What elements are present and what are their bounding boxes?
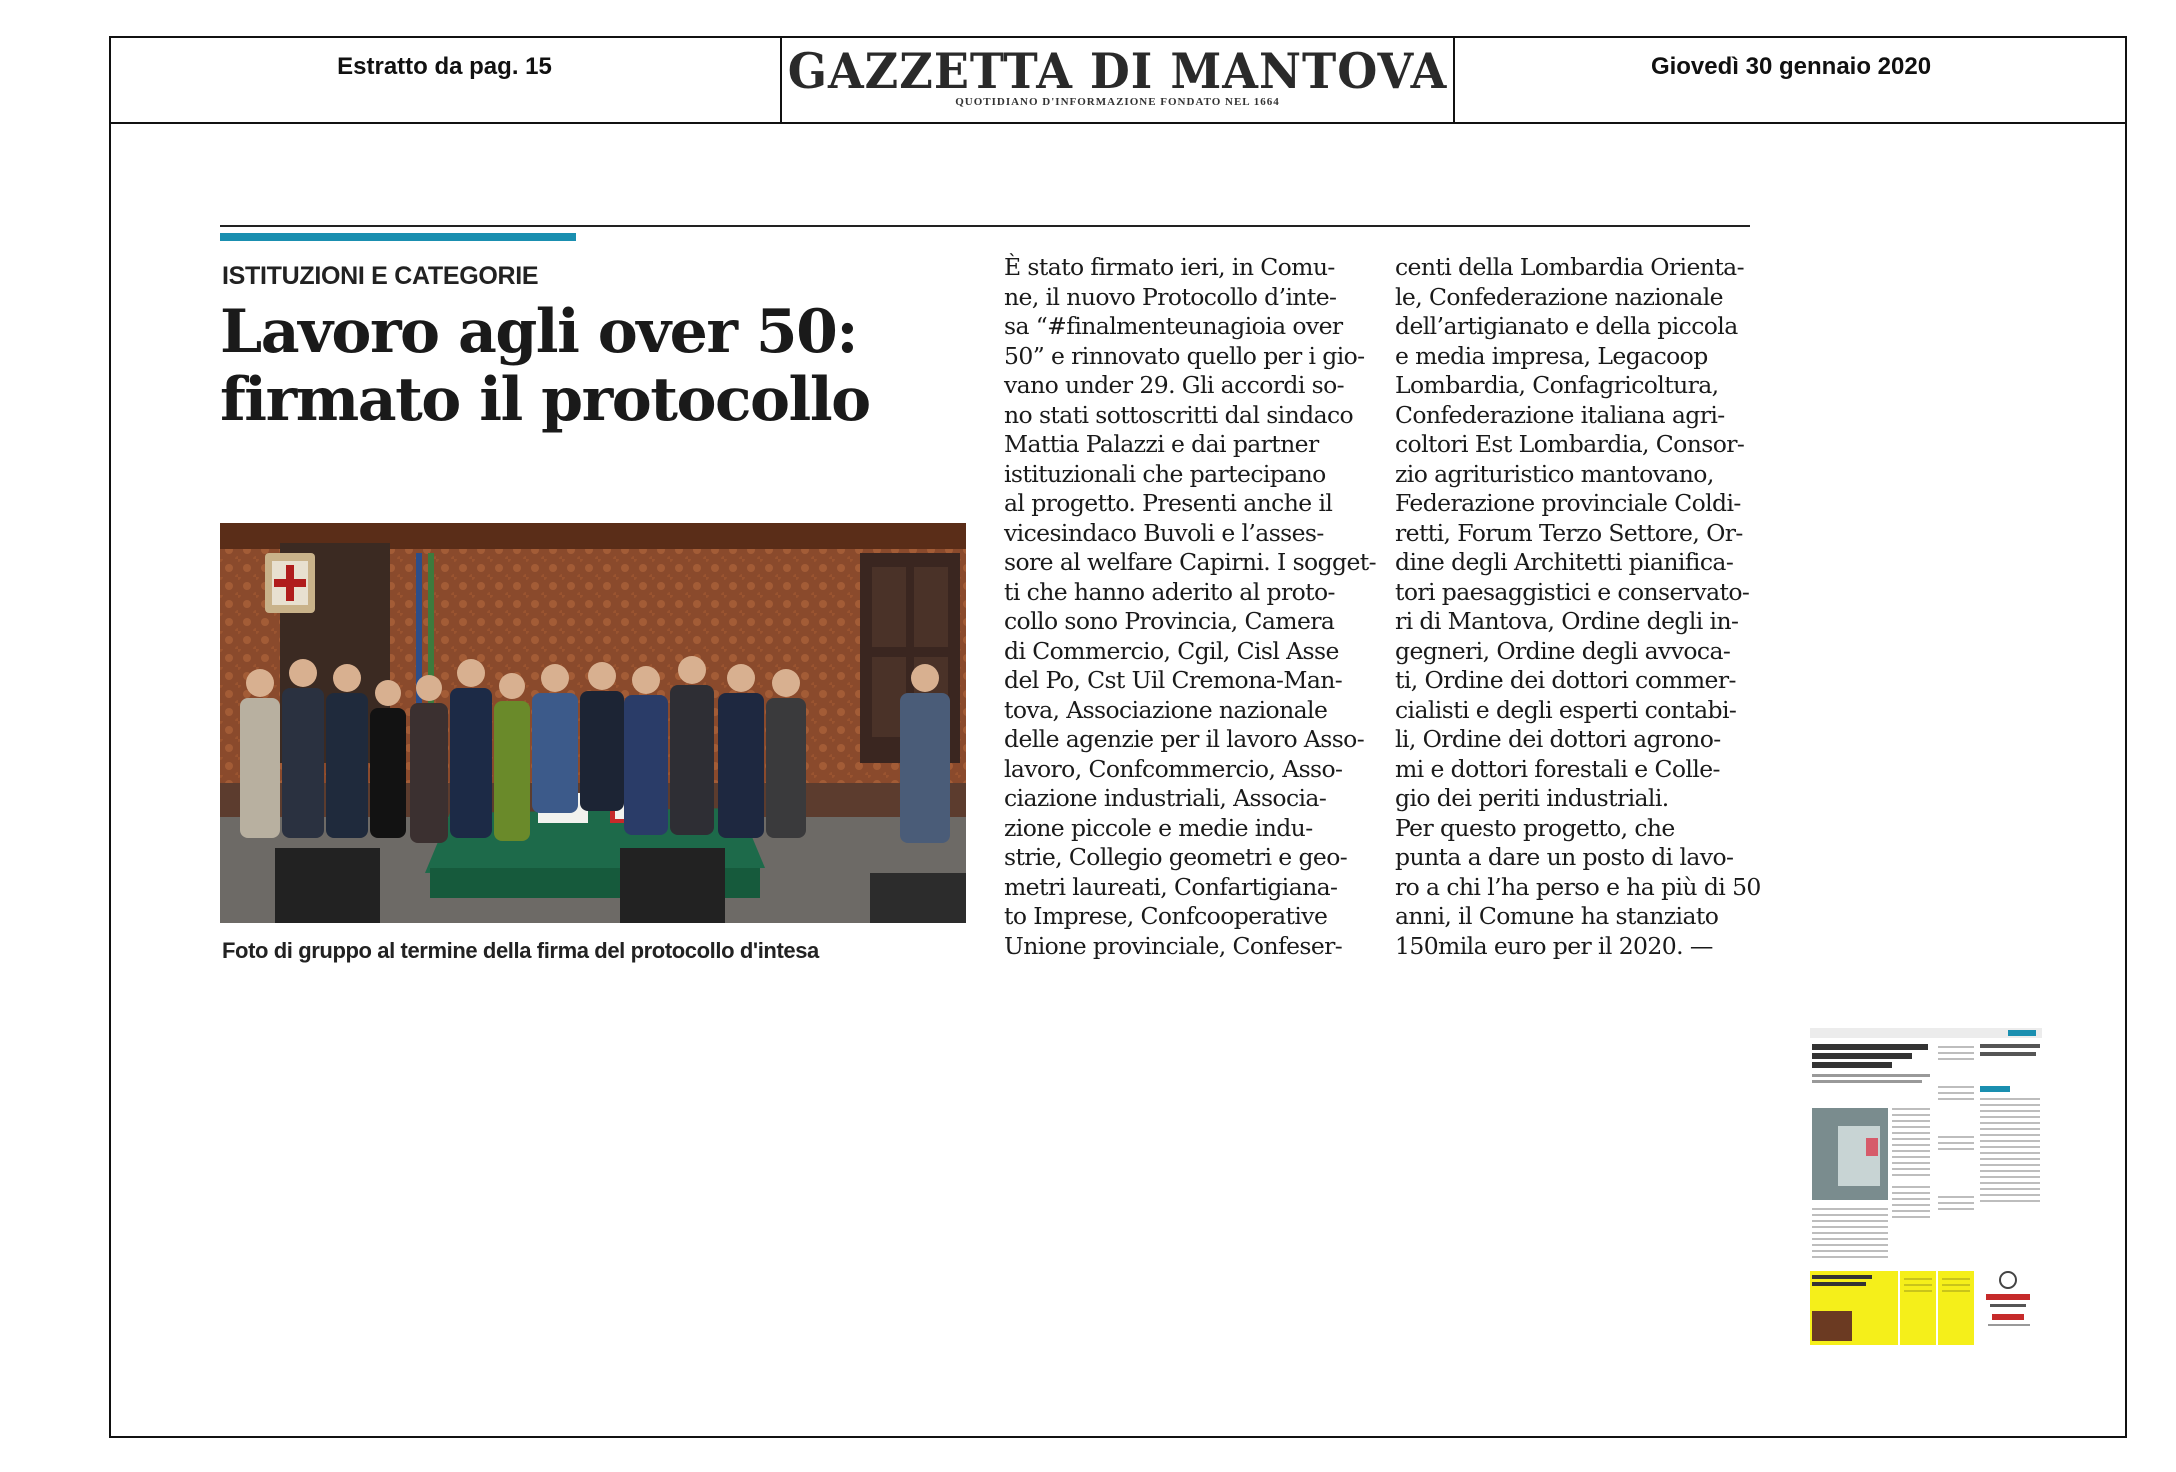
publication-date: Giovedì 30 gennaio 2020 bbox=[1650, 53, 1932, 80]
article-column-2 bbox=[1395, 253, 1761, 961]
article-text-line: gio dei periti industriali. bbox=[1395, 784, 1669, 812]
section-rule bbox=[220, 225, 1750, 227]
article-text-line: 50” e rinnovato quello per i gio- bbox=[1004, 341, 1365, 370]
article-text-line: sore al welfare Capirni. I sogget- bbox=[1004, 548, 1376, 576]
article-text-line: tova, Associazione nazionale bbox=[1004, 695, 1328, 724]
article-text-line: strie, Collegio geometri e geo- bbox=[1004, 843, 1348, 871]
masthead-cell bbox=[782, 36, 1455, 122]
clipping-header bbox=[109, 36, 2127, 124]
article-text-line: mi e dottori forestali e Colle- bbox=[1395, 754, 1720, 783]
header-page-ref-cell bbox=[109, 36, 782, 122]
article-text-line: centi della Lombardia Orienta- bbox=[1395, 253, 1744, 281]
article-text-line: ti che hanno aderito al proto- bbox=[1004, 577, 1335, 606]
headline-line: Lavoro agli over 50: bbox=[220, 297, 857, 367]
article-text-line: Lombardia, Confagricoltura, bbox=[1395, 371, 1719, 399]
article-text-line: collo sono Provincia, Camera bbox=[1004, 607, 1335, 635]
article-text-line: delle agenzie per il lavoro Asso- bbox=[1004, 725, 1365, 753]
article-text-line: tori paesaggistici e conservato- bbox=[1395, 577, 1750, 606]
article-text-line: Per questo progetto, che bbox=[1395, 813, 1675, 842]
article-text-line: È stato firmato ieri, in Comu- bbox=[1004, 253, 1335, 281]
page-thumbnail bbox=[1808, 1026, 2044, 1356]
article-text-line: del Po, Cst Uil Cremona-Man- bbox=[1004, 666, 1343, 694]
section-accent-bar bbox=[220, 233, 576, 241]
article-text-line: Confederazione italiana agri- bbox=[1395, 400, 1725, 429]
article-text-line: Unione provinciale, Confeser- bbox=[1004, 931, 1343, 960]
article-headline bbox=[220, 298, 900, 434]
article-kicker: ISTITUZIONI E CATEGORIE bbox=[222, 262, 539, 290]
article-text-line: cialisti e degli esperti contabi- bbox=[1395, 695, 1737, 724]
article-text-line: coltori Est Lombardia, Consor- bbox=[1395, 430, 1745, 458]
article-text-line: lavoro, Confcommercio, Asso- bbox=[1004, 754, 1343, 783]
article-text-line: vicesindaco Buvoli e l’asses- bbox=[1004, 518, 1324, 547]
group-photo-illustration bbox=[220, 523, 966, 923]
article-text-line: metri laureati, Confartigiana- bbox=[1004, 872, 1338, 901]
article-text-line: li, Ordine dei dottori agrono- bbox=[1395, 725, 1721, 753]
article-text-line: ri di Mantova, Ordine degli in- bbox=[1395, 607, 1739, 635]
article-text-line: ti, Ordine dei dottori commer- bbox=[1395, 666, 1736, 694]
article-text-line: al progetto. Presenti anche il bbox=[1004, 489, 1333, 517]
article-text-line: di Commercio, Cgil, Cisl Asse bbox=[1004, 636, 1339, 665]
article-text-line: Mattia Palazzi e dai partner bbox=[1004, 430, 1319, 458]
newspaper-masthead: GAZZETTA DI MANTOVA bbox=[787, 42, 1448, 100]
article-text-line: ne, il nuovo Protocollo d’inte- bbox=[1004, 282, 1337, 311]
article-text-line: sa “#finalmenteunagioia over bbox=[1004, 312, 1343, 340]
article-text-line: zione piccole e medie indu- bbox=[1004, 813, 1313, 842]
page-thumbnail-illustration bbox=[1808, 1026, 2044, 1356]
article-text-line: anni, il Comune ha stanziato bbox=[1395, 902, 1719, 930]
photo-caption: Foto di gruppo al termine della firma del protocollo d'intesa bbox=[222, 938, 819, 963]
article-text-line: Federazione provinciale Coldi- bbox=[1395, 489, 1741, 517]
article-text-line: ciazione industriali, Associa- bbox=[1004, 784, 1327, 812]
article-text-line: dell’artigianato e della piccola bbox=[1395, 312, 1738, 340]
article-text-line: istituzionali che partecipano bbox=[1004, 459, 1326, 488]
article-text-line: zio agrituristico mantovano, bbox=[1395, 459, 1714, 488]
headline-line: firmato il protocollo bbox=[220, 365, 870, 435]
article-column-1 bbox=[1004, 253, 1376, 961]
group-photo bbox=[220, 523, 966, 923]
article-text-line: punta a dare un posto di lavo- bbox=[1395, 843, 1734, 871]
masthead-subtitle: QUOTIDIANO D'INFORMAZIONE FONDATO NEL 1664 bbox=[955, 96, 1280, 108]
article-text-line: 150mila euro per il 2020. — bbox=[1395, 931, 1713, 960]
article-text-line: retti, Forum Terzo Settore, Or- bbox=[1395, 518, 1743, 547]
article-text-line: vano under 29. Gli accordi so- bbox=[1004, 371, 1344, 399]
header-date-cell bbox=[1455, 36, 2127, 122]
article-text-line: gegneri, Ordine degli avvoca- bbox=[1395, 636, 1731, 665]
article-text-line: e media impresa, Legacoop bbox=[1395, 341, 1708, 370]
article-text-line: no stati sottoscritti dal sindaco bbox=[1004, 400, 1354, 429]
article-text-line: ro a chi l’ha perso e ha più di 50 bbox=[1395, 872, 1761, 901]
article-text-line: to Imprese, Confcooperative bbox=[1004, 902, 1328, 930]
article-text-line: le, Confederazione nazionale bbox=[1395, 282, 1723, 311]
page-reference: Estratto da pag. 15 bbox=[337, 53, 552, 80]
article-text-line: dine degli Architetti pianifica- bbox=[1395, 548, 1734, 576]
